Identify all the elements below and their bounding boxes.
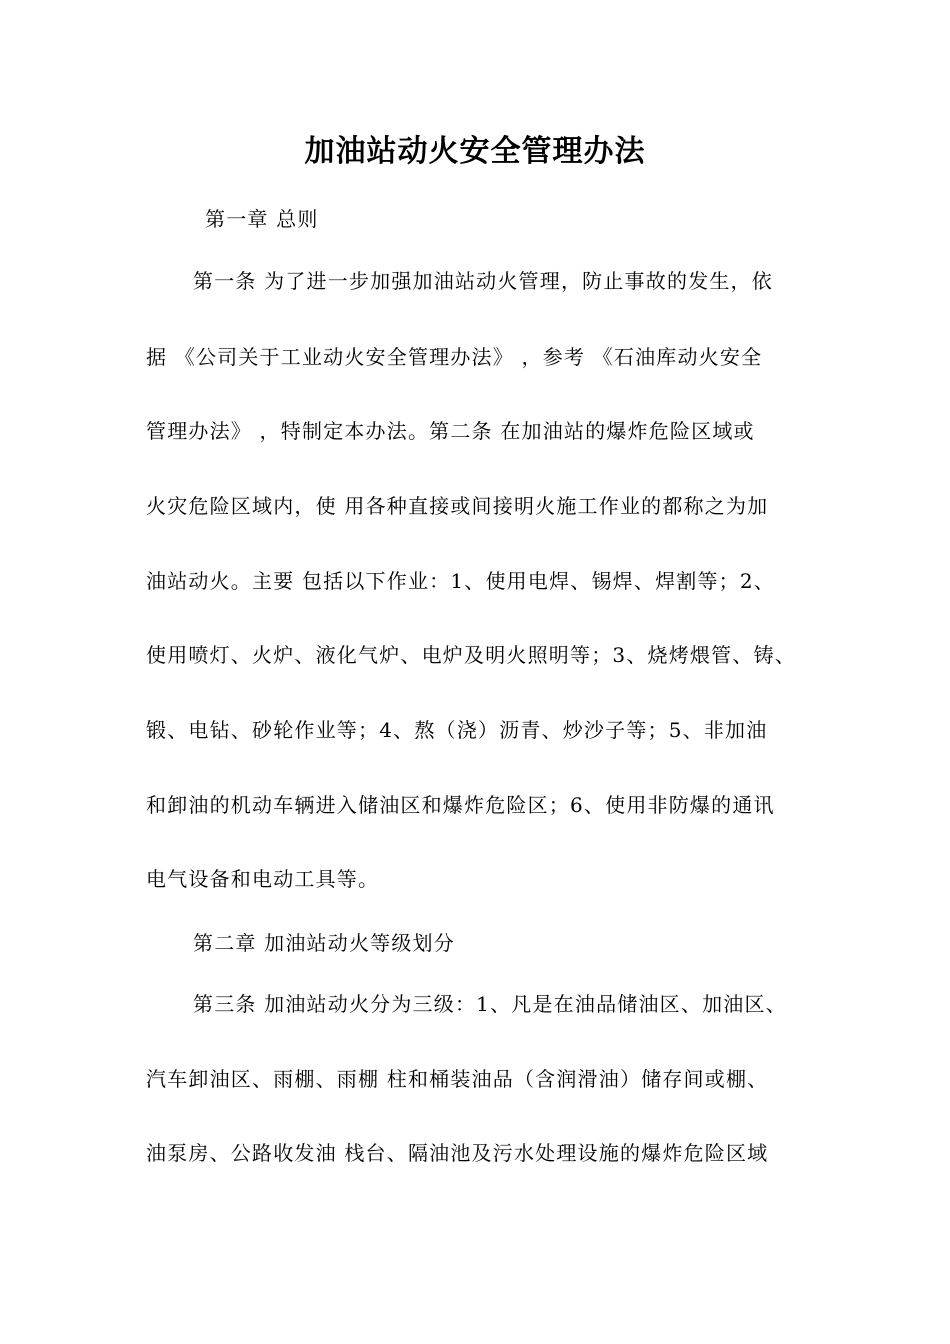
paragraph-line: 第三条 加油站动火分为三级：1、凡是在油品储油区、加油区、 [193,992,787,1016]
paragraph-line: 电气设备和电动工具等。 [146,867,380,891]
paragraph-line: 汽车卸油区、雨棚、雨棚 柱和桶装油品（含润滑油）储存间或棚、 [146,1067,769,1091]
paragraph-line: 据 《公司关于工业动火安全管理办法》 ，参考 《石油库动火安全 [146,345,763,369]
paragraph-line: 使用喷灯、火炉、液化气炉、电炉及明火照明等；3、烧烤煨管、铸、 [146,643,796,667]
document-title: 加油站动火安全管理办法 [304,134,646,169]
paragraph-line: 油站动火。主要 包括以下作业：1、使用电焊、锡焊、焊割等；2、 [146,569,776,593]
chapter-1-heading: 第一章 总则 [205,207,319,231]
paragraph-line: 锻、电钻、砂轮作业等；4、熬（浇）沥青、炒沙子等；5、非加油 [146,718,768,742]
paragraph-line: 火灾危险区域内，使 用各种直接或间接明火施工作业的都称之为加 [146,494,769,518]
paragraph-line: 第一条 为了进一步加强加油站动火管理，防止事故的发生，依 [193,269,773,293]
paragraph-line: 油泵房、公路收发油 栈台、隔油池及污水处理设施的爆炸危险区域 [146,1141,769,1165]
paragraph-line: 和卸油的机动车辆进入储油区和爆炸危险区；6、使用非防爆的通讯 [146,793,775,817]
paragraph-line: 管理办法》 ，特制定本办法。第二条 在加油站的爆炸危险区域或 [146,419,755,443]
chapter-2-heading: 第二章 加油站动火等级划分 [193,931,455,955]
